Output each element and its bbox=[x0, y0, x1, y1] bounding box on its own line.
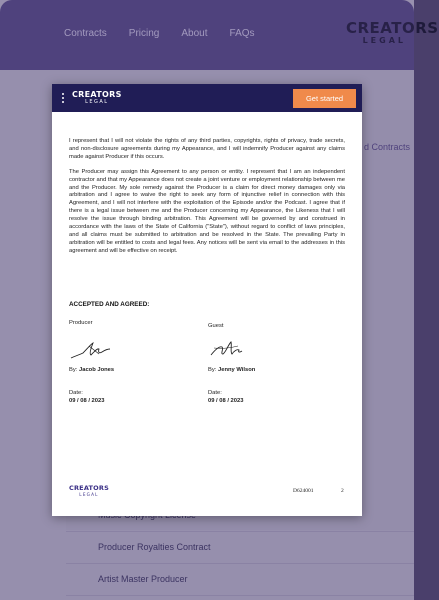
producer-date-label: Date: bbox=[69, 390, 83, 396]
guest-signature-image bbox=[208, 338, 252, 360]
producer-signature-image bbox=[69, 340, 113, 362]
producer-signature-block bbox=[69, 320, 189, 410]
nav-faqs[interactable]: FAQs bbox=[229, 28, 255, 39]
document-id: D624001 bbox=[293, 488, 314, 494]
nav-pricing[interactable]: Pricing bbox=[128, 28, 160, 39]
modal-logo-line2: LEGAL bbox=[85, 99, 109, 105]
paragraph: The Producer may assign this Agreement to any person or entity. I represent that I am an independent contractor and that my Appearance does not create a joint venture or employment relationship between me and the Producer. My sole remedy against the Producer is a claim for direct money damages only via arbitration and I agree to waive the right to seek any form of injunctive relief in connection with this Agreement, and I will not interfere with the exploitation of the Episode and/or the Podcast. I agree that if there is a legal issue between me and the Producer concerning my Appearance, the Likeness that I will resolve the issue through binding arbitration. This Agreement will be governed by and construed in accordance with the laws of the State of California ("State"), without regard to conflict of laws principles, and all claims must be submitted to arbitration and be resolved in the State. The prevailing Party in arbitration will be entitled to costs and legal fees. Any notices will be sent via email to the addresses in this agreement and will be effective on receipt. bbox=[69, 168, 345, 254]
site-logo-line1: CREATORS bbox=[346, 19, 439, 37]
modal-topbar bbox=[52, 84, 362, 112]
modal-logo-line1: CREATORS bbox=[72, 90, 122, 99]
get-started-button[interactable]: Get started bbox=[293, 89, 356, 108]
accepted-heading: ACCEPTED AND AGREED: bbox=[69, 301, 150, 308]
nav-contracts[interactable]: Contracts bbox=[64, 28, 107, 39]
guest-date: 09 / 08 / 2023 bbox=[208, 398, 244, 404]
document-preview-modal bbox=[52, 84, 362, 516]
guest-name: Jenny Wilson bbox=[218, 367, 256, 373]
producer-name: Jacob Jones bbox=[79, 367, 115, 373]
guest-signature-block bbox=[208, 323, 328, 413]
page-number: 2 bbox=[341, 488, 344, 494]
footer-logo-line1: CREATORS bbox=[69, 484, 109, 492]
producer-signed-by bbox=[69, 367, 114, 373]
list-item[interactable]: Producer Royalties Contract bbox=[66, 532, 414, 564]
paragraph: I represent that I will not violate the rights of any third parties, copyrights, rights of privacy, trade secrets, and non-disclosure agreements during my Appearance, and I will indemnify Producer against any claims made against Producer if this occurs. bbox=[69, 138, 345, 160]
guest-role-label: Guest bbox=[208, 323, 224, 329]
guest-date-label: Date: bbox=[208, 390, 222, 396]
footer-logo-line2: LEGAL bbox=[79, 492, 99, 497]
producer-date: 09 / 08 / 2023 bbox=[69, 398, 105, 404]
kebab-menu-icon[interactable] bbox=[62, 93, 65, 104]
producer-role-label: Producer bbox=[69, 320, 93, 326]
site-logo-line2: LEGAL bbox=[362, 36, 406, 45]
nav-about[interactable]: About bbox=[181, 28, 208, 39]
modal-logo bbox=[72, 90, 122, 105]
guest-signed-by bbox=[208, 367, 255, 373]
list-item[interactable]: Artist Master Producer bbox=[66, 564, 414, 596]
by-label: By: bbox=[208, 367, 217, 373]
by-label: By: bbox=[69, 367, 78, 373]
footer-logo bbox=[69, 485, 109, 497]
document-body bbox=[69, 138, 345, 263]
side-link-contracts[interactable]: d Contracts bbox=[363, 142, 410, 152]
